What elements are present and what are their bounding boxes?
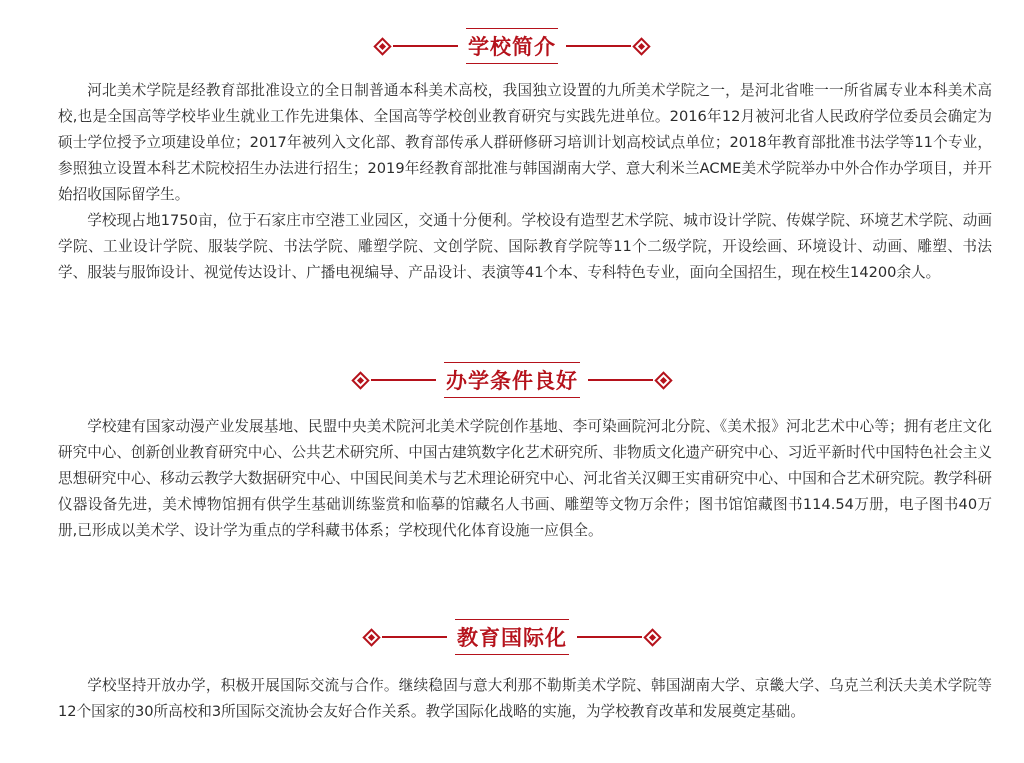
diamond-icon: [643, 628, 661, 646]
section-title-box: [444, 362, 580, 398]
paragraph: 学校现占地1750亩，位于石家庄市空港工业园区，交通十分便利。学校设有造型艺术学院、城市设计学院、传媒学院、环境艺术学院、动画学院、工业设计学院、服装学院、书法学院、雕塑学院、文创学院、国际教育学院等11个二级学院，开设绘画、环境设计、动画、雕塑、书法学、服装与服饰设计、视觉传达设计、广播电视编导、产品设计、表演等41个本、专科特色专业，面向全国招生，现在校生14200余人。: [58, 212, 992, 281]
ornament-line: [371, 379, 436, 381]
section-conditions: [0, 360, 1024, 544]
section-heading: [0, 360, 1024, 400]
diamond-icon: [373, 37, 391, 55]
paragraph: 学校建有国家动漫产业发展基地、民盟中央美术院河北美术学院创作基地、李可染画院河北分院、《美术报》河北艺术中心等；拥有老庄文化研究中心、创新创业教育研究中心、公共艺术研究所、中国古建筑数字化艺术研究所、非物质文化遗产研究中心、习近平新时代中国特色社会主义思想研究中心、移动云教学大数据研究中心、中国民间美术与艺术理论研究中心、河北省关汉卿王实甫研究中心、中国和合艺术研究院。教学科研仪器设备先进，美术博物馆拥有供学生基础训练鉴赏和临摹的馆藏名人书画、雕塑等文物万余件；图书馆馆藏图书114.54万册，电子图书40万册,已形成以美术学、设计学为重点的学科藏书体系；学校现代化体育设施一应俱全。: [58, 418, 993, 539]
diamond-icon: [351, 371, 369, 389]
ornament-line: [577, 636, 642, 638]
ornament-line: [566, 45, 631, 47]
paragraph: 河北美术学院是经教育部批准设立的全日制普通本科美术高校，我国独立设置的九所美术学院之一，是河北省唯一一所省属专业本科美术高校,也是全国高等学校毕业生就业工作先进集体、全国高等学校创业教育研究与实践先进单位。2016年12月被河北省人民政府学位委员会确定为硕士学位授予立项建设单位；2017年被列入文化部、教育部传承人群研修研习培训计划高校试点单位；2018年教育部批准书法学等11个专业，参照独立设置本科艺术院校招生办法进行招生；2019年经教育部批准与韩国湖南大学、意大利米兰ACME美术学院举办中外合作办学项目，并开始招收国际留学生。: [58, 82, 992, 203]
paragraph: 学校坚持开放办学，积极开展国际交流与合作。继续稳固与意大利那不勒斯美术学院、韩国湖南大学、京畿大学、乌克兰利沃夫美术学院等12个国家的30所高校和3所国际交流协会友好合作关系。教学国际化战略的实施，为学校教育改革和发展奠定基础。: [58, 677, 992, 720]
section-heading: [0, 617, 1024, 657]
section-title-box: [466, 28, 558, 64]
diamond-icon: [654, 371, 672, 389]
ornament-line: [588, 379, 653, 381]
heading-right-ornament: [577, 631, 659, 644]
section-title-box: [455, 619, 569, 655]
heading-right-ornament: [566, 40, 648, 53]
section-title: 办学条件良好: [446, 368, 578, 393]
diamond-icon: [632, 37, 650, 55]
section-title: 学校简介: [468, 34, 556, 59]
heading-left-ornament: [354, 374, 436, 387]
ornament-line: [382, 636, 447, 638]
section-heading: [0, 26, 1024, 66]
diamond-icon: [362, 628, 380, 646]
ornament-line: [393, 45, 458, 47]
heading-right-ornament: [588, 374, 670, 387]
heading-left-ornament: [365, 631, 447, 644]
section-internationalization: [0, 617, 1024, 725]
heading-left-ornament: [376, 40, 458, 53]
section-title: 教育国际化: [457, 625, 567, 650]
section-school-intro: [0, 26, 1024, 286]
